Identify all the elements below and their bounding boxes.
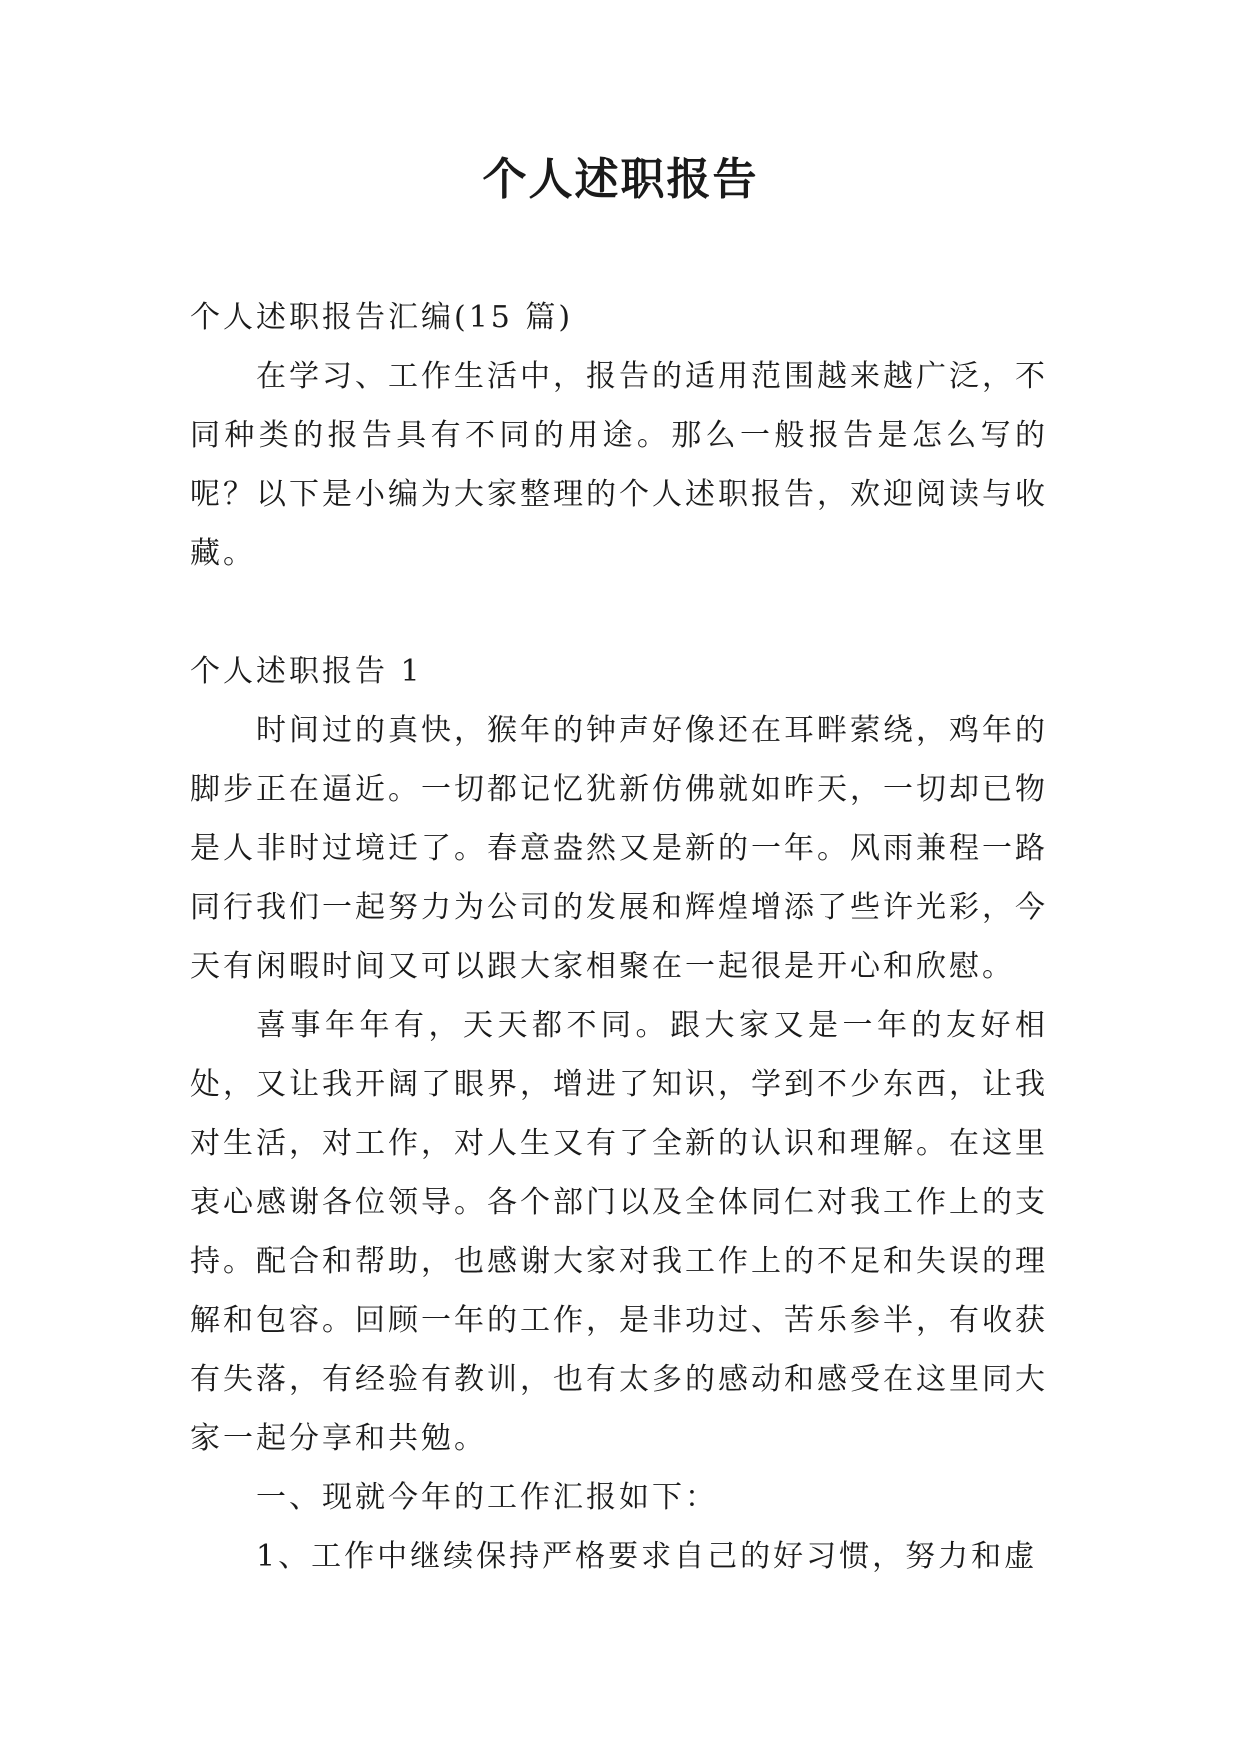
document-title: 个人述职报告 [482,154,759,205]
body-paragraph-4: 1、工作中继续保持严格要求自己的好习惯，努力和虚 [256,1539,1038,1574]
body-paragraph-3: 一、现就今年的工作汇报如下： [256,1480,718,1515]
body-paragraph-1: 时间过的真快，猴年的钟声好像还在耳畔萦绕，鸡年的脚步正在逼近。一切都记忆犹新仿佛就如昨天，一切却已物是人非时过境迁了。春意盎然又是新的一年。风雨兼程一路同行我们一起努力为公司的发展和辉煌增添了些许光彩，今天有闲暇时间又可以跟大家相聚在一起很是开心和欣慰。 [190,713,1048,984]
paragraph-gap [190,583,1048,642]
section-heading: 个人述职报告 1 [190,654,423,689]
intro-paragraph: 在学习、工作生活中，报告的适用范围越来越广泛，不同种类的报告具有不同的用途。那么一般报告是怎么写的呢？以下是小编为大家整理的个人述职报告，欢迎阅读与收藏。 [190,359,1048,571]
collection-title: 个人述职报告汇编(15 篇) [190,300,574,335]
body-paragraph-2: 喜事年年有，天天都不同。跟大家又是一年的友好相处，又让我开阔了眼界，增进了知识，学到不少东西，让我对生活，对工作，对人生又有了全新的认识和理解。在这里衷心感谢各位领导。各个部门以及全体同仁对我工作上的支持。配合和帮助，也感谢大家对我工作上的不足和失误的理解和包容。回顾一年的工作，是非功过、苦乐参半，有收获有失落，有经验有教训，也有太多的感动和感受在这里同大家一起分享和共勉。 [190,1008,1048,1456]
document-body [190,288,1048,1586]
